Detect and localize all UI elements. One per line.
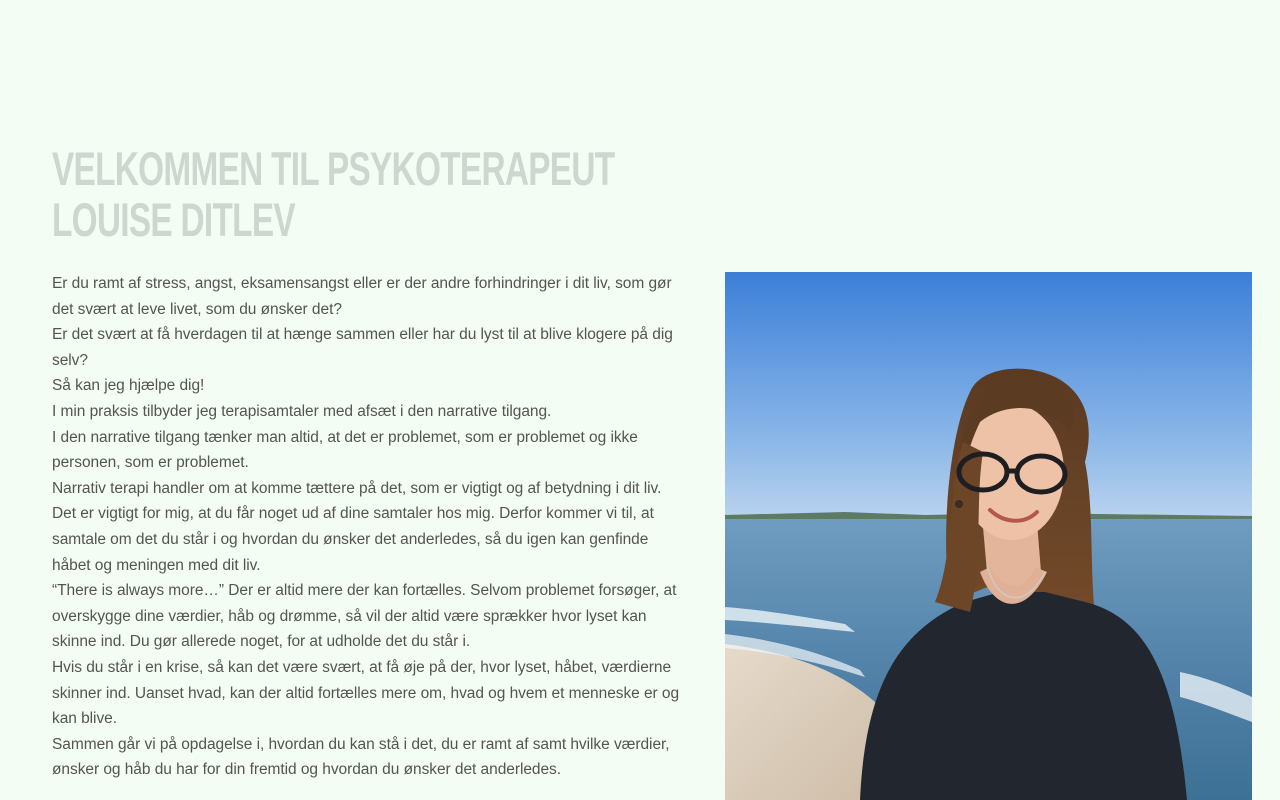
portrait-illustration — [725, 272, 1252, 800]
intro-paragraph: I den narrative tilgang tænker man altid, at det er problemet, som er problemet og ikke personen, som er problemet. — [52, 428, 638, 472]
earring — [955, 500, 963, 508]
intro-paragraph: Er det svært at få hverdagen til at hænge sammen eller har du lyst til at blive klogere på dig selv? — [52, 326, 673, 369]
page-title-line-1: VELKOMMEN TIL PSYKOTERAPEUT — [52, 142, 615, 195]
page-title — [52, 143, 692, 245]
intro-paragraph: Narrativ terapi handler om at komme tættere på det, som er vigtigt og af betydning i dit liv. — [52, 479, 662, 497]
intro-paragraph: Så kan jeg hjælpe dig! — [52, 377, 205, 395]
intro-paragraph: I min praksis tilbyder jeg terapisamtaler med afsæt i den narrative tilgang. — [52, 402, 552, 420]
intro-paragraph: “There is always more…” Der er altid mere der kan fortælles. Selvom problemet forsøger, at overskygge dine værdier, håb og drømme, så vil der altid være sprækker hvor lyset kan skinne ind. Du gør allerede noget, for at udholde det du står i. — [52, 582, 677, 651]
intro-text — [52, 271, 685, 800]
intro-paragraph: Er du ramt af stress, angst, eksamensangst eller er der andre forhindringer i dit liv, som gør det svært at leve livet, som du ønsker det? — [52, 275, 672, 318]
intro-paragraph: Hvis du står i en krise, så kan det være svært, at få øje på der, hvor lyset, håbet, værdierne skinner ind. Uanset hvad, kan der altid fortælles mere om, hvad og hvem et menneske er og kan blive. — [52, 658, 680, 728]
intro-paragraph: Det er vigtigt for mig, at du får noget ud af dine samtaler hos mig. Derfor kommer vi til, at samtale om det du står i og hvordan du ønsker det anderledes, så du igen kan genfinde håbet og meningen med dit liv. — [52, 505, 654, 574]
page-title-line-2: LOUISE DITLEV — [52, 193, 295, 246]
therapist-photo — [725, 272, 1252, 800]
intro-paragraph: Sammen går vi på opdagelse i, hvordan du kan stå i det, du er ramt af samt hvilke værdier, ønsker og håb du har for din fremtid og hvordan du ønsker det anderledes. — [52, 735, 670, 779]
